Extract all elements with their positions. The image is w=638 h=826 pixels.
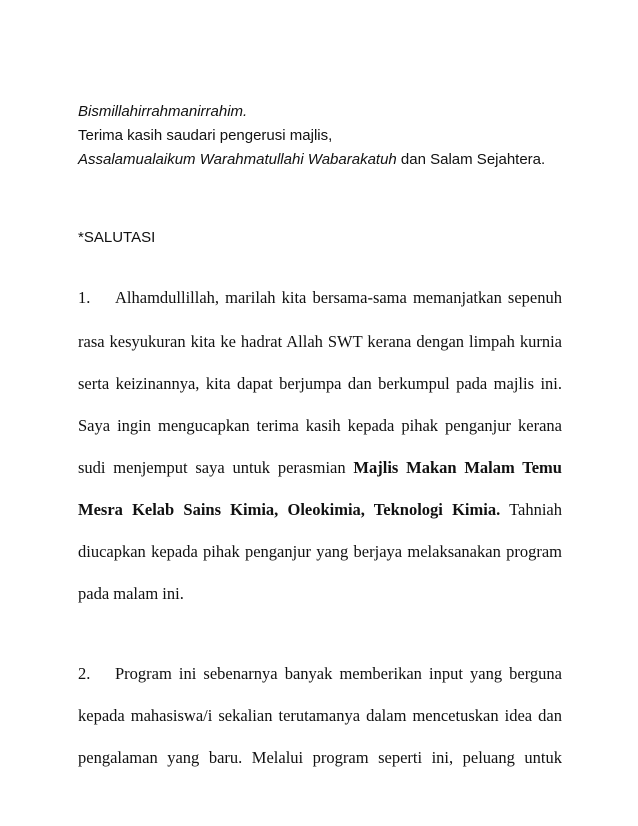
para1-line8: pada malam ini.	[78, 584, 184, 603]
para1-line4: Saya ingin mengucapkan terima kasih kepada pihak penganjur kerana	[78, 416, 562, 435]
opening-line-thanks: Terima kasih saudari pengerusi majlis,	[78, 127, 333, 144]
greeting-italic: Assalamualaikum Warahmatullahi Wabarakatuh	[78, 151, 397, 168]
opening-line-bismillah: Bismillahirrahmanirrahim.	[78, 103, 248, 120]
para1-line1-text: Alhamdullillah, marilah kita bersama-sama memanjatkan sepenuh	[115, 288, 562, 307]
para2-line1-text: Program ini sebenarnya banyak memberikan input yang berguna	[115, 664, 562, 683]
opening-line-greeting	[78, 148, 562, 171]
para1-line6-bold: Mesra Kelab Sains Kimia, Oleokimia, Teknologi Kimia.	[78, 500, 501, 519]
salutasi-heading: *SALUTASI	[78, 229, 156, 246]
para1-line6	[78, 500, 562, 520]
para1-line1	[78, 288, 562, 308]
para1-line5-start: sudi menjemput saya untuk perasmian	[78, 458, 354, 477]
para2-line2: kepada mahasiswa/i sekalian terutamanya dalam mencetuskan idea dan	[78, 706, 562, 725]
para1-line6-rest: Tahniah	[500, 500, 562, 519]
para1-line3: serta keizinannya, kita dapat berjumpa dan berkumpul pada majlis ini.	[78, 374, 562, 393]
para2-line1	[78, 664, 562, 684]
para1-line5-bold: Majlis Makan Malam Temu	[353, 458, 562, 477]
para2-number: 2.	[78, 664, 91, 683]
para1-number: 1.	[78, 288, 91, 307]
para1-line7: diucapkan kepada pihak penganjur yang berjaya melaksanakan program	[78, 542, 562, 561]
para2-line3: pengalaman yang baru. Melalui program seperti ini, peluang untuk	[78, 748, 562, 767]
greeting-rest: dan Salam Sejahtera.	[396, 151, 546, 168]
para1-line2: rasa kesyukuran kita ke hadrat Allah SWT kerana dengan limpah kurnia	[78, 332, 562, 351]
para1-line5	[78, 458, 562, 478]
